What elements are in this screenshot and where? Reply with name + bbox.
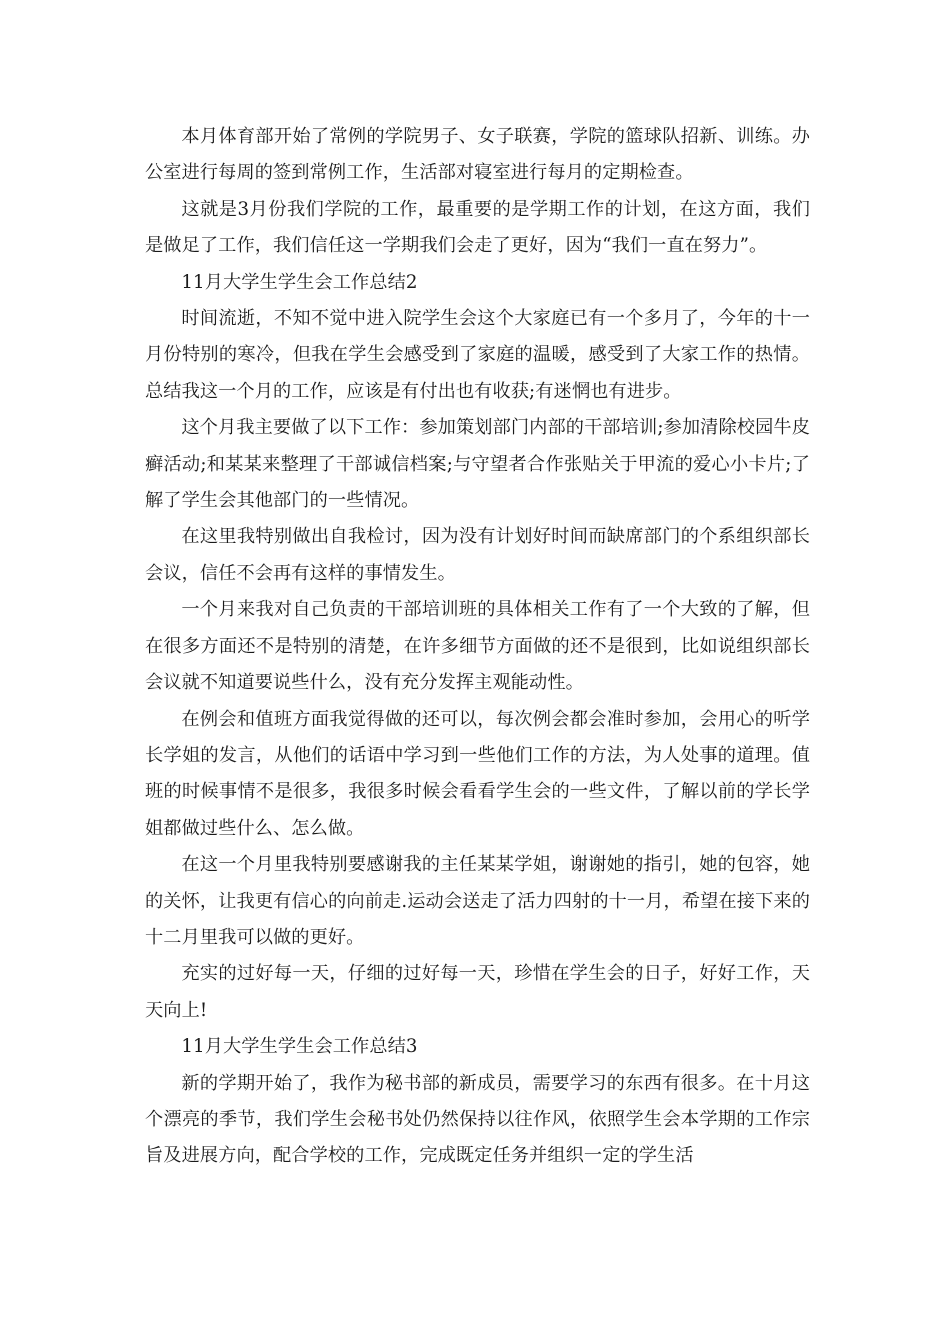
section-heading-2: 11月大学生学生会工作总结2 <box>181 271 418 293</box>
document-body <box>145 119 810 1175</box>
paragraph-sports-office: 本月体育部开始了常例的学院男子、女子联赛，学院的篮球队招新、训练。办公室进行每周的签到常例工作，生活部对寝室进行每月的定期检查。 <box>145 126 810 184</box>
paragraph-new-semester: 新的学期开始了，我作为秘书部的新成员，需要学习的东西有很多。在十月这个漂亮的季节，我们学生会秘书处仍然保持以往作风，依照学生会本学期的工作宗旨及进展方向，配合学校的工作，完成既定任务并组织一定的学生活 <box>145 1072 810 1167</box>
paragraph-work-done: 这个月我主要做了以下工作：参加策划部门内部的干部培训;参加清除校园牛皮癣活动;和某某来整理了干部诚信档案;与守望者合作张贴关于甲流的爱心小卡片;了解了学生会其他部门的一些情况。 <box>145 417 810 512</box>
paragraph-self-review: 在这里我特别做出自我检讨，因为没有计划好时间而缺席部门的个系组织部长会议，信任不会再有这样的事情发生。 <box>145 526 810 584</box>
paragraph-meetings-duty: 在例会和值班方面我觉得做的还可以，每次例会都会准时参加，会用心的听学长学姐的发言，从他们的话语中学习到一些他们工作的方法，为人处事的道理。值班的时候事情不是很多，我很多时候会看看学生会的一些文件，了解以前的学长学姐都做过些什么、怎么做。 <box>145 708 810 839</box>
paragraph-march-summary: 这就是3月份我们学院的工作，最重要的是学期工作的计划，在这方面，我们是做足了工作，我们信任这一学期我们会走了更好，因为“我们一直在努力”。 <box>145 198 810 257</box>
paragraph-time-passing: 时间流逝，不知不觉中进入院学生会这个大家庭已有一个多月了，今年的十一月份特别的寒冷，但我在学生会感受到了家庭的温暖，感受到了大家工作的热情。总结我这一个月的工作，应该是有付出也有收获;有迷惘也有进步。 <box>145 308 810 402</box>
paragraph-training-understanding: 一个月来我对自己负责的干部培训班的具体相关工作有了一个大致的了解，但在很多方面还不是特别的清楚，在许多细节方面做的还不是很到，比如说组织部长会议就不知道要说些什么，没有充分发挥主观能动性。 <box>145 599 810 694</box>
paragraph-motto: 充实的过好每一天，仔细的过好每一天，珍惜在学生会的日子，好好工作，天天向上! <box>145 963 810 1021</box>
section-heading-3: 11月大学生学生会工作总结3 <box>181 1036 418 1058</box>
paragraph-thanks: 在这一个月里我特别要感谢我的主任某某学姐，谢谢她的指引，她的包容，她的关怀，让我更有信心的向前走.运动会送走了活力四射的十一月，希望在接下来的十二月里我可以做的更好。 <box>145 854 810 948</box>
